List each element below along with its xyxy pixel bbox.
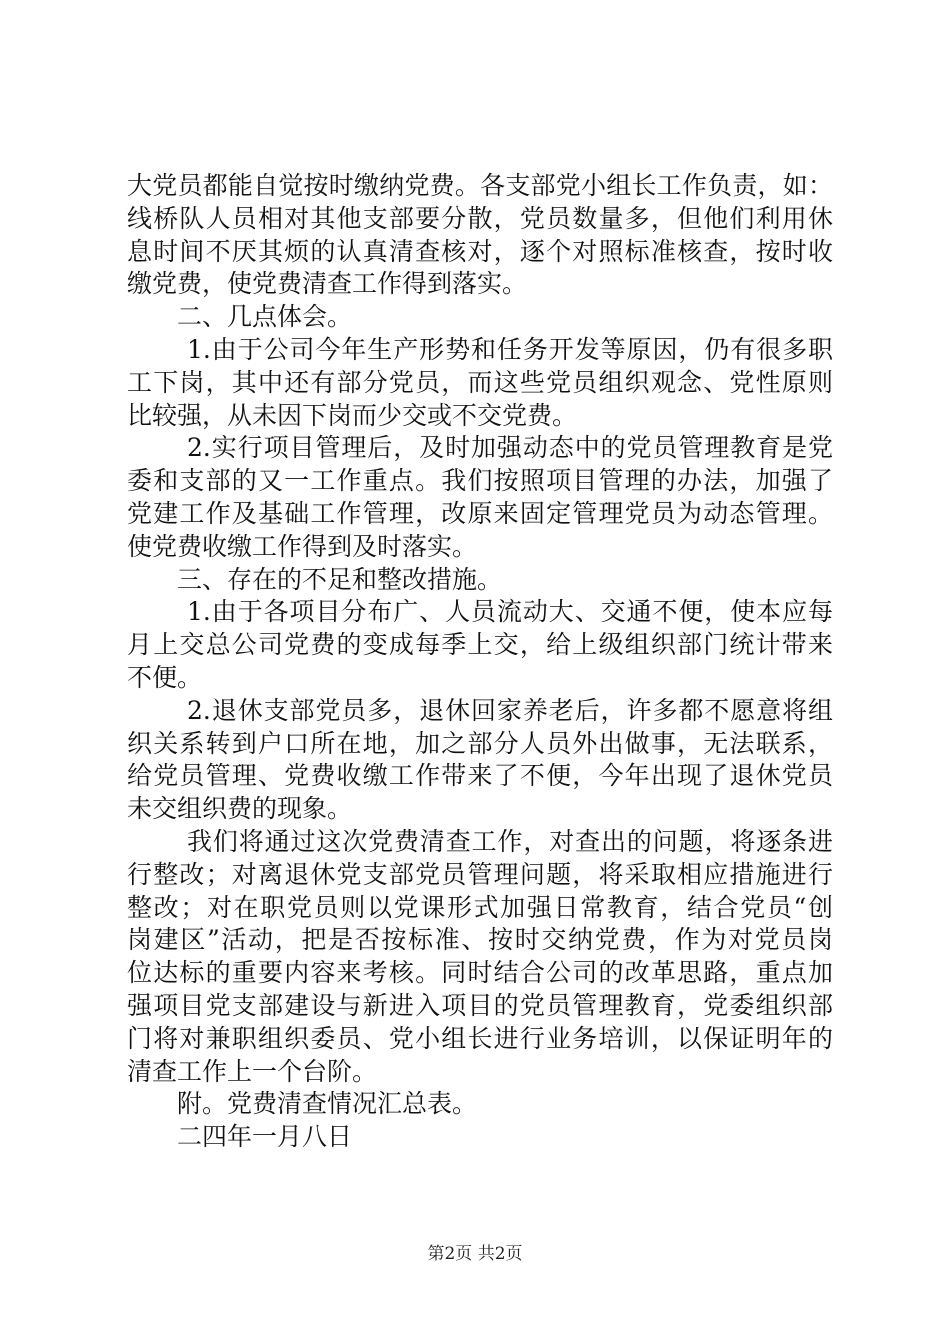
document-body <box>127 170 833 1154</box>
page-footer <box>0 1243 950 1265</box>
text-line: 强项目党支部建设与新进入项目的党员管理教育，党委组织部 <box>127 990 833 1020</box>
text-line: 1.由于公司今年生产形势和任务开发等原因，仍有很多职 <box>187 334 833 364</box>
text-line: 整改；对在职党员则以党课形式加强日常教育，结合党员“创 <box>127 892 833 922</box>
attachment-note: 附。党费清查情况汇总表。 <box>177 1089 478 1119</box>
text-line: 行整改；对离退休党支部党员管理问题，将采取相应措施进行 <box>127 859 833 889</box>
text-line: 织关系转到户口所在地，加之部分人员外出做事，无法联系， <box>127 728 833 758</box>
text-line: 息时间不厌其烦的认真清查核对，逐个对照标准核查，按时收 <box>127 236 833 266</box>
text-line: 大党员都能自觉按时缴纳党费。各支部党小组长工作负责，如： <box>127 171 833 200</box>
text-line: 位达标的重要内容来考核。同时结合公司的改革思路，重点加 <box>127 958 833 988</box>
text-line: 使党费收缴工作得到及时落实。 <box>127 531 478 561</box>
text-line: 线桥队人员相对其他支部要分散，党员数量多，但他们利用休 <box>127 203 833 233</box>
text-line: 清查工作上一个台阶。 <box>127 1056 378 1086</box>
text-line: 我们将通过这次党费清查工作，对查出的问题，将逐条进 <box>187 826 833 856</box>
text-line: 岗建区”活动，把是否按标准、按时交纳党费，作为对党员岗 <box>127 925 833 955</box>
text-line: 委和支部的又一工作重点。我们按照项目管理的办法，加强了 <box>127 466 833 496</box>
text-line: 不便。 <box>127 662 203 692</box>
text-line: 1.由于各项目分布广、人员流动大、交通不便，使本应每 <box>187 597 833 627</box>
section-heading: 三、存在的不足和整改措施。 <box>177 564 503 594</box>
text-line: 缴党费，使党费清查工作得到落实。 <box>127 269 528 299</box>
section-heading: 二、几点体会。 <box>177 302 353 332</box>
text-line: 比较强，从未因下岗而少交或不交党费。 <box>127 400 578 430</box>
text-line: 给党员管理、党费收缴工作带来了不便，今年出现了退休党员 <box>127 761 833 791</box>
text-line: 月上交总公司党费的变成每季上交，给上级组织部门统计带来 <box>127 630 833 660</box>
text-line: 门将对兼职组织委员、党小组长进行业务培训，以保证明年的 <box>127 1023 833 1053</box>
document-date: 二四年一月八日 <box>177 1122 353 1152</box>
text-line: 2.实行项目管理后，及时加强动态中的党员管理教育是党 <box>187 433 833 463</box>
text-line: 工下岗，其中还有部分党员，而这些党员组织观念、党性原则 <box>127 367 833 397</box>
text-line: 党建工作及基础工作管理，改原来固定管理党员为动态管理。 <box>127 498 833 528</box>
text-line: 未交组织费的现象。 <box>127 794 353 824</box>
page-indicator: 第2页 共2页 <box>427 1244 523 1264</box>
text-line: 2.退休支部党员多，退休回家养老后，许多都不愿意将组 <box>187 695 833 725</box>
